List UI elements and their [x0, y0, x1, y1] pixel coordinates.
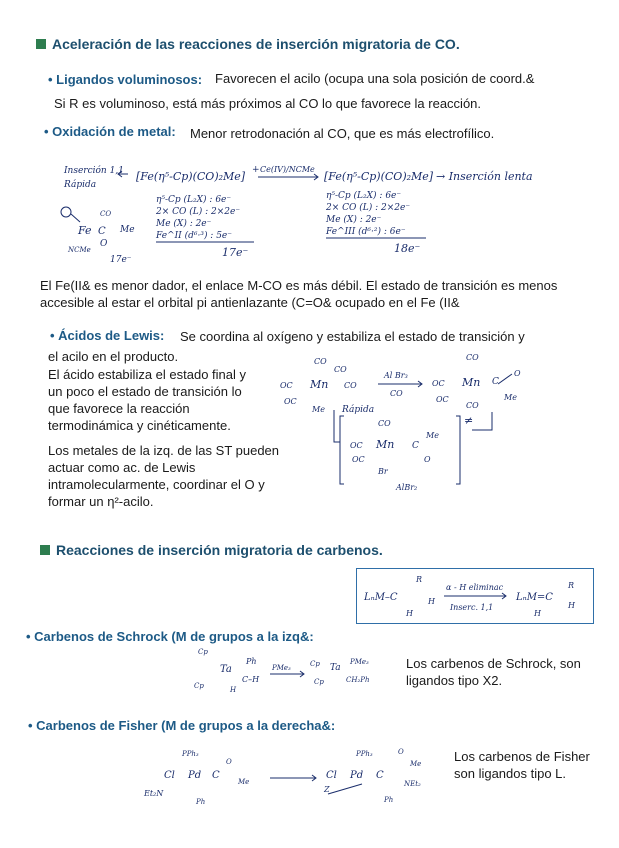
box-arrow-top: α - H eliminac: [446, 583, 504, 592]
schrock-text: Los carbenos de Schrock, son ligandos tipo X2.: [406, 656, 581, 688]
fe-paragraph: El Fe(II& es menor dador, el enlace M-CO es más débil. El estado de transición es menos accesible al estar el orbital pi antienlazante (C=O& ocupado en el Fe (II&: [40, 278, 558, 310]
bracket-left: [340, 416, 344, 484]
ts-c: C: [412, 441, 419, 451]
mn-oc-left: OC: [280, 381, 293, 390]
prod-o: O: [514, 369, 521, 378]
fisher-c2: C: [376, 770, 384, 781]
fisher-o2: O: [398, 748, 404, 756]
schrock-cp1: Cp: [198, 648, 208, 656]
lewis-text-2: el acilo en el producto.: [48, 349, 179, 364]
ts-metal: Mn: [376, 438, 395, 451]
label-insercion-11: Inserción 1,1: [64, 166, 124, 176]
struct-count: 17e⁻: [110, 255, 132, 265]
box-right-complex: LₙM=C: [516, 592, 553, 603]
fisher-scheme: [130, 746, 440, 810]
ligandos-heading: • Ligandos voluminosos:: [48, 72, 203, 87]
fisher-cl: Cl: [164, 770, 175, 781]
schrock-pme3: PMe₃: [350, 658, 369, 666]
mn-co-right: CO: [344, 381, 357, 390]
ts-me: Me: [426, 431, 439, 440]
arrow-down-icon: [334, 410, 340, 442]
square-bullet-icon: [40, 545, 50, 555]
struct-c-label: C: [98, 226, 106, 237]
schrock-ch2ph: CH₂Ph: [346, 676, 370, 684]
lewis-black-text: Los metales de la izq. de las ST pueden actuar como ac. de Lewis intramolecularmente, coordinar el O y formar un η²-acilo.: [48, 443, 280, 509]
struct-ncme-label: NCMe: [68, 246, 91, 254]
lewis-blue-text: El ácido estabiliza el estado final y un poco el estado de transición lo que favorece la reacción termodinámica y cinéticamente.: [48, 367, 247, 433]
right-count-2: 2× CO (L) : 2×2e⁻: [326, 203, 411, 213]
bond-icon: [498, 374, 512, 384]
bond-icon: [71, 214, 80, 222]
prod-c: C: [492, 377, 499, 387]
schrock-ta2: Ta: [330, 663, 341, 673]
complex-right: [Fe(η⁵-Cp)(CO)₂Me]: [324, 170, 434, 183]
lewis-heading: • Ácidos de Lewis:: [50, 328, 165, 343]
box-r2: R: [568, 581, 575, 590]
fisher-ph: Ph: [196, 798, 206, 806]
scheme-lewis-acid: [260, 350, 560, 500]
square-bullet-icon: [36, 39, 46, 49]
right-count-3: Me (X) : 2e⁻: [326, 215, 382, 225]
label-rapida: Rápida: [64, 180, 97, 190]
mn-co-top: CO: [314, 357, 327, 366]
schrock-h: H: [230, 686, 237, 694]
right-total: 18e⁻: [394, 242, 421, 255]
co-label: CO: [390, 389, 403, 398]
schrock-reagent: PMe₃: [272, 664, 291, 672]
fisher-ph2: Ph: [384, 796, 394, 804]
right-count-4: Fe^III (d⁶·²) : 6e⁻: [326, 227, 406, 237]
oxidant-label: Ce(IV)/NCMe: [260, 165, 315, 174]
ligandos-text-1: Favorecen el acilo (ocupa una sola posición de coord.&: [215, 71, 535, 86]
section-title-carbenes: Reacciones de inserción migratoria de carbenos.: [40, 542, 383, 558]
scheme-fe-insertion: [40, 160, 610, 270]
fisher-cl2: Cl: [326, 770, 337, 781]
prod-metal: Mn: [462, 376, 481, 389]
fisher-o: O: [226, 758, 232, 766]
schrock-ta: Ta: [220, 664, 232, 675]
rapida-label: Rápida: [342, 405, 375, 415]
fisher-et2n: Et₂N: [144, 789, 164, 798]
ts-albr2: AlBr₂: [396, 483, 418, 492]
label-insercion-lenta: → Inserción lenta: [436, 170, 533, 183]
ts-oc-bottom: OC: [352, 455, 365, 464]
box-arrow-bottom: Inserc. 1,1: [450, 603, 494, 612]
section-title-co-insertion: Aceleración de las reacciones de inserción migratoria de CO.: [36, 36, 460, 52]
cp-ring-icon: [61, 207, 71, 217]
left-total: 17e⁻: [222, 246, 249, 259]
mn-oc-bottom: OC: [284, 397, 297, 406]
ts-co-top: CO: [378, 419, 391, 428]
left-count-1: η⁵-Cp (L₂X) : 6e⁻: [156, 195, 232, 205]
carbene-scheme: [358, 570, 590, 620]
schrock-heading: • Carbenos de Schrock (M de grupos a la izq&:: [26, 629, 314, 644]
ts-oc-left: OC: [350, 441, 363, 450]
box-h2: H: [406, 609, 413, 618]
right-count-1: η⁵-Cp (L₂X) : 6e⁻: [326, 191, 402, 201]
struct-fe-label: Fe: [78, 224, 92, 237]
oxidacion-heading: • Oxidación de metal:: [44, 124, 176, 139]
fisher-net2: NEt₂: [404, 780, 421, 788]
box-left-complex: LₙM–C: [364, 592, 398, 603]
fisher-me: Me: [238, 778, 250, 786]
fisher-z: Z: [324, 785, 330, 794]
ts-br: Br: [378, 467, 388, 476]
struct-me-label: Me: [120, 225, 135, 235]
struct-co-label: CO: [100, 210, 112, 218]
struct-o-label: O: [100, 239, 108, 249]
left-count-4: Fe^II (d⁶·³) : 5e⁻: [156, 231, 233, 241]
prod-me: Me: [504, 393, 517, 402]
fisher-pd2: Pd: [350, 770, 364, 781]
fisher-c: C: [212, 770, 220, 781]
left-count-3: Me (X) : 2e⁻: [156, 219, 212, 229]
box-h3: H: [568, 601, 575, 610]
bracket-right: [456, 416, 460, 484]
mn-co-dotted: CO: [334, 365, 347, 374]
schrock-ch: C–H: [242, 675, 260, 684]
prod-oc-bottom: OC: [436, 395, 449, 404]
bond-icon: [328, 784, 362, 794]
box-h4: H: [534, 609, 541, 618]
prod-co-bottom: CO: [466, 401, 479, 410]
schrock-cp3: Cp: [310, 660, 320, 668]
fisher-pd: Pd: [188, 770, 202, 781]
fisher-me2: Me: [410, 760, 422, 768]
ligandos-text-2: Si R es voluminoso, está más próximos al CO lo que favorece la reacción.: [54, 96, 482, 111]
charge-plus: +: [252, 165, 260, 175]
fisher-text: Los carbenos de Fisher son ligandos tipo L.: [454, 749, 590, 781]
left-count-2: 2× CO (L) : 2×2e⁻: [156, 207, 241, 217]
fisher-pph3: PPh₃: [182, 750, 199, 758]
mn-metal-left: Mn: [310, 378, 329, 391]
box-r: R: [416, 575, 423, 584]
albr3-label: Al Br₃: [384, 371, 408, 380]
box-h1: H: [428, 597, 435, 606]
arrow-up-icon: [472, 412, 492, 430]
ts-dagger: ≠: [464, 414, 474, 427]
schrock-ph: Ph: [246, 657, 257, 666]
schrock-cp2: Cp: [194, 682, 204, 690]
lewis-text-1: Se coordina al oxígeno y estabiliza el estado de transición y: [180, 329, 525, 344]
mn-me-left: Me: [312, 405, 325, 414]
prod-oc-left: OC: [432, 379, 445, 388]
schrock-cp4: Cp: [314, 678, 324, 686]
oxidacion-text: Menor retrodonación al CO, que es más electrofílico.: [190, 126, 495, 141]
schrock-scheme: [186, 644, 386, 696]
fisher-pph3b: PPh₃: [356, 750, 373, 758]
fisher-heading: • Carbenos de Fisher (M de grupos a la derecha&:: [28, 718, 336, 733]
complex-left: [Fe(η⁵-Cp)(CO)₂Me]: [136, 170, 246, 183]
prod-co-top: CO: [466, 353, 479, 362]
ts-o: O: [424, 455, 431, 464]
